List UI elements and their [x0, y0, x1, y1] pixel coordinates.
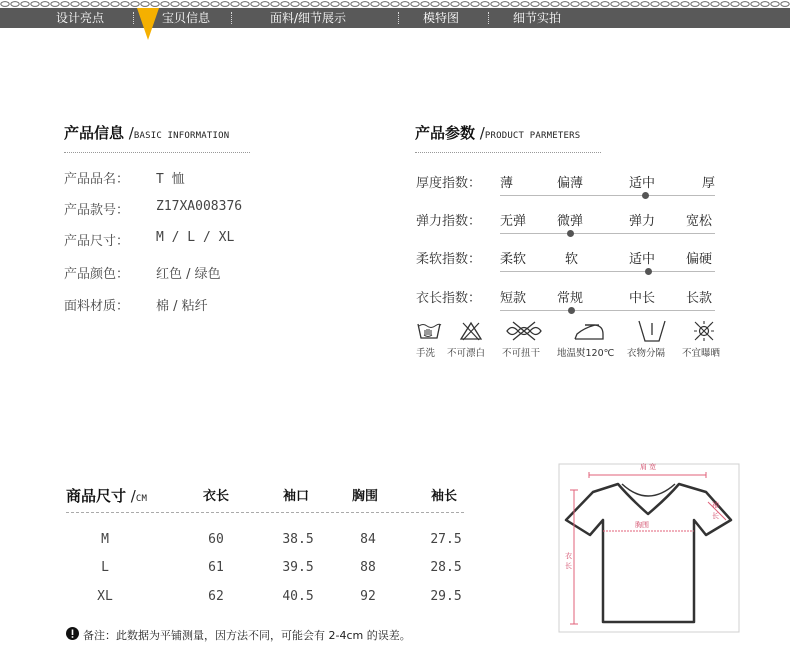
length-label: 衣 — [565, 552, 572, 560]
table-cell: 27.5 — [430, 532, 462, 547]
sleeve-label: 长 — [712, 512, 719, 520]
product-info-subtitle: BASIC INFORMATION — [133, 131, 230, 141]
product-params-heading: 产品参数 — [415, 124, 476, 142]
param-label-thickness: 厚度指数： — [416, 176, 482, 191]
info-row-name — [64, 168, 185, 187]
param-track — [500, 271, 715, 272]
sleeve-label: 袖 — [712, 501, 719, 509]
nav-separator — [488, 12, 489, 24]
no-sun-icon — [692, 320, 716, 342]
info-label: 产品品名： — [64, 172, 130, 187]
param-track — [500, 310, 715, 311]
param-indicator-dot — [567, 230, 574, 237]
chest-label: 胸围 — [635, 521, 649, 529]
info-value: 红色 / 绿色 — [156, 267, 221, 282]
measurement-note: 备注：此数据为平铺测量，因方法不同，可能会有 2-4cm 的误差。 — [83, 629, 411, 642]
info-row-material — [64, 295, 208, 314]
no-wring-icon — [504, 320, 544, 342]
no-bleach-icon — [459, 320, 483, 342]
shoulder-label: 肩 宽 — [639, 463, 657, 471]
nav-item-design-highlights[interactable]: 设计亮点 — [56, 11, 105, 25]
size-label: XL — [97, 589, 113, 604]
table-divider — [66, 512, 464, 513]
info-row-color — [64, 263, 221, 282]
table-cell: 40.5 — [282, 589, 314, 604]
divider — [64, 152, 250, 153]
nav-active-marker — [137, 8, 159, 40]
info-row-size — [64, 230, 235, 249]
size-label: M — [101, 532, 109, 547]
info-value: T 恤 — [156, 172, 185, 187]
table-cell: 29.5 — [430, 589, 462, 604]
param-option: 宽松 — [686, 214, 713, 229]
size-table-heading: 商品尺寸 — [66, 487, 127, 505]
top-nav-bar — [0, 8, 790, 28]
param-option: 短款 — [500, 291, 527, 306]
param-option: 偏硬 — [686, 252, 713, 267]
param-option: 常规 — [557, 291, 584, 306]
nav-separator — [398, 12, 399, 24]
param-track — [500, 195, 715, 196]
nav-item-fabric-details[interactable]: 面料/细节展示 — [270, 11, 347, 25]
care-label-hand-wash: 手洗 — [416, 348, 436, 359]
product-info-title: 产品信息 /BASIC INFORMATION — [64, 124, 230, 142]
param-indicator-dot — [645, 268, 652, 275]
param-option: 长款 — [686, 291, 713, 306]
info-value: M / L / XL — [156, 230, 235, 245]
care-label-low-iron: 地温熨120℃ — [557, 348, 615, 359]
param-option: 适中 — [629, 252, 656, 267]
nav-separator — [231, 12, 232, 24]
table-cell: 60 — [208, 532, 224, 547]
param-label-softness: 柔软指数： — [416, 252, 482, 267]
care-label-no-bleach: 不可漂白 — [447, 348, 486, 359]
info-value: Z17XA008376 — [156, 199, 243, 214]
product-params-subtitle: PRODUCT PARMETERS — [484, 131, 581, 141]
param-option: 适中 — [629, 176, 656, 191]
separate-wash-icon — [637, 319, 667, 343]
info-label: 面料材质： — [64, 299, 130, 314]
column-header: 袖口 — [283, 489, 310, 504]
param-label-length: 衣长指数： — [416, 291, 482, 306]
nav-decorative-border — [0, 0, 790, 8]
care-label-no-wring: 不可扭干 — [502, 348, 541, 359]
column-header: 衣长 — [203, 489, 230, 504]
tshirt-measurement-diagram — [556, 462, 742, 634]
param-label-elasticity: 弹力指数： — [416, 214, 482, 229]
tshirt-outline — [566, 484, 731, 622]
info-label: 产品尺寸： — [64, 234, 130, 249]
column-header: 胸围 — [352, 489, 379, 504]
length-label: 长 — [565, 562, 572, 570]
table-cell: 62 — [208, 589, 224, 604]
divider — [415, 152, 601, 153]
product-info-heading: 产品信息 — [64, 124, 125, 142]
hand-wash-icon — [416, 320, 442, 342]
table-cell: 39.5 — [282, 560, 314, 575]
param-track — [500, 233, 715, 234]
param-option: 无弹 — [500, 214, 527, 229]
param-option: 厚 — [702, 176, 716, 191]
size-table-unit: CM — [135, 494, 148, 504]
param-indicator-dot — [642, 192, 649, 199]
param-option: 偏薄 — [557, 176, 584, 191]
nav-separator — [133, 12, 134, 24]
param-option: 柔软 — [500, 252, 527, 267]
nav-item-detail-photos[interactable]: 细节实拍 — [513, 11, 562, 25]
size-label: L — [101, 560, 109, 575]
param-option: 中长 — [629, 291, 656, 306]
info-row-style-number — [64, 199, 243, 218]
product-params-title: 产品参数 /PRODUCT PARMETERS — [415, 124, 581, 142]
info-label: 产品颜色： — [64, 267, 130, 282]
warning-icon — [66, 627, 79, 640]
info-value: 棉 / 粘纤 — [156, 299, 208, 314]
size-table-title: 商品尺寸 /CM — [66, 487, 148, 505]
nav-item-product-info[interactable]: 宝贝信息 — [162, 11, 211, 25]
table-cell: 38.5 — [282, 532, 314, 547]
param-indicator-dot — [568, 307, 575, 314]
info-label: 产品款号： — [64, 203, 130, 218]
care-label-no-sun: 不宜曝晒 — [682, 348, 721, 359]
param-option: 软 — [565, 252, 579, 267]
table-cell: 61 — [208, 560, 224, 575]
param-option: 微弹 — [557, 214, 584, 229]
table-cell: 84 — [360, 532, 376, 547]
table-cell: 88 — [360, 560, 376, 575]
table-cell: 92 — [360, 589, 376, 604]
param-option: 薄 — [500, 176, 514, 191]
low-iron-icon — [572, 320, 606, 342]
column-header: 袖长 — [431, 489, 458, 504]
nav-item-model-photos[interactable]: 模特图 — [423, 11, 460, 25]
table-cell: 28.5 — [430, 560, 462, 575]
param-option: 弹力 — [629, 214, 656, 229]
care-label-separate: 衣物分隔 — [627, 348, 666, 359]
